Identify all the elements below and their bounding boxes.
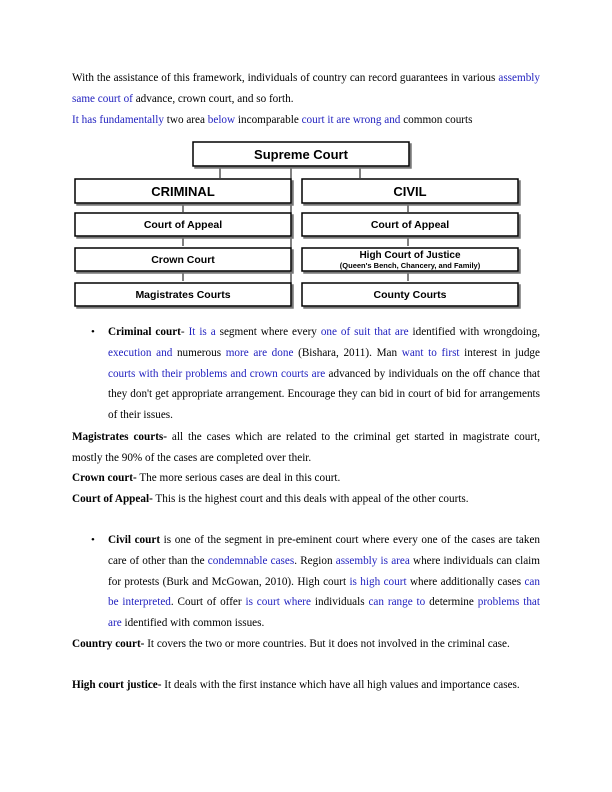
criminal-bullet: • [91, 326, 95, 338]
civil-bullet: • [91, 534, 95, 546]
supreme-court-label: Supreme Court [254, 147, 348, 162]
intro-paragraph-2: It has fundamentally two area below incomparable court it are wrong and common courts [72, 114, 473, 126]
civil-head-box [302, 179, 518, 203]
high-court-of-justice-label: High Court of Justice [359, 250, 461, 261]
crown-court-box [75, 248, 291, 271]
crown-court-label: Crown Court [151, 254, 215, 266]
high-court-subtitle: (Queen's Bench, Chancery, and Family) [339, 261, 481, 270]
criminal-court-of-appeal-box [75, 213, 291, 236]
criminal-court-of-appeal-label: Court of Appeal [143, 219, 223, 231]
court-of-appeal-paragraph: Court of Appeal- This is the highest court and this deals with appeal of the other courts. [72, 493, 469, 505]
magistrates-courts-box [75, 283, 291, 306]
court-hierarchy-diagram [70, 138, 530, 310]
magistrates-courts-label: Magistrates Courts [135, 289, 231, 301]
country-court-paragraph: Country court- It covers the two or more countries. But it does not involved in the criminal case. [72, 638, 510, 650]
county-courts-box [302, 283, 518, 306]
magistrates-paragraph: Magistrates courts- all the cases which are related to the criminal get started in magistrate court, mostly the 90% of the cases are completed over their. [72, 431, 540, 464]
high-court-justice-paragraph: High court justice- It deals with the first instance which have all high values and importance cases. [72, 679, 520, 691]
county-courts-label: County Courts [373, 289, 447, 301]
civil-court-of-appeal-label: Court of Appeal [370, 219, 450, 231]
civil-court-of-appeal-box [302, 213, 518, 236]
criminal-court-paragraph: Criminal court- It is a segment where every one of suit that are identified with wrongdoing, execution and numerous more are done (Bishara, 2011). Man want to first interest in judge courts with their problems and crown courts are advanced by individuals on the off chance that they don't get appropriate arrangement. Encourage they can bid in court of bid for arrangements of their issues. [108, 326, 540, 422]
high-court-of-justice-box [302, 248, 518, 271]
civil-head-label: CIVIL [393, 184, 427, 199]
crown-court-paragraph: Crown court- The more serious cases are deal in this court. [72, 472, 341, 484]
intro-paragraph-1: With the assistance of this framework, individuals of country can record guarantees in various assembly same court of advance, crown court, and so forth. [72, 72, 540, 105]
criminal-head-box [75, 179, 291, 203]
supreme-court-box [193, 142, 409, 166]
civil-court-paragraph: Civil court is one of the segment in pre-eminent court where every one of the cases are taken care of other than the condemnable cases. Region assembly is area where individuals can claim for protests (Burk and McGowan, 2010). High court is high court where additionally cases can be interpreted. Court of offer is court where individuals can range to determine problems that are identified with common issues. [108, 534, 541, 630]
criminal-head-label: CRIMINAL [151, 184, 215, 199]
